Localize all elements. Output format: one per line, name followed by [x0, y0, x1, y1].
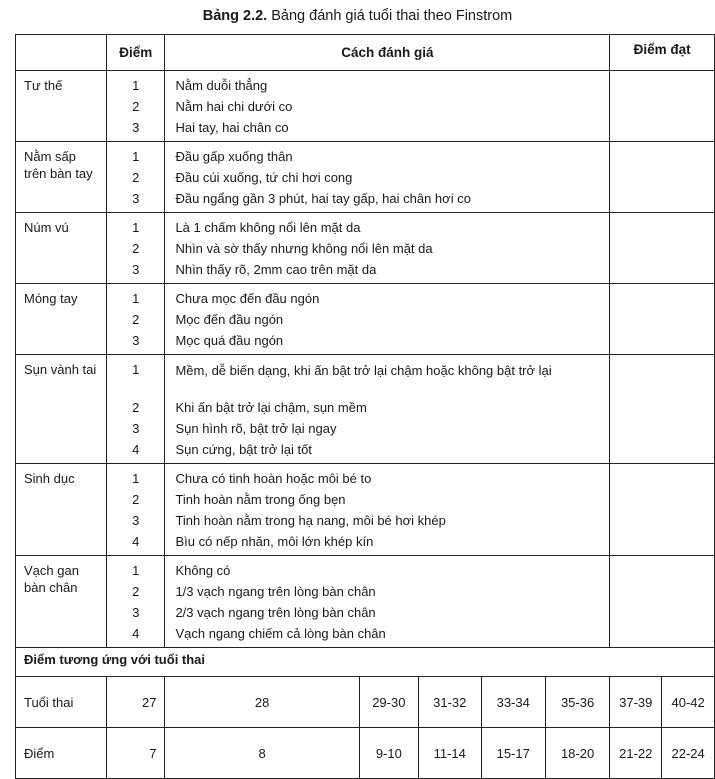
criterion-points [107, 71, 165, 142]
age-value: 40-42 [662, 677, 715, 728]
age-value: 35-36 [545, 677, 609, 728]
age-value: 37-39 [610, 677, 662, 728]
description-text: Mọc quá đầu ngón [175, 333, 284, 348]
point-value: 2 [132, 400, 140, 415]
point-value: 3 [132, 513, 140, 528]
finstrom-table [15, 34, 715, 779]
point-value: 3 [132, 191, 140, 206]
point-value: 1 [132, 471, 140, 486]
header-row [16, 35, 715, 71]
criterion-name: Nằm sấp trên bàn tay [16, 142, 107, 213]
criterion-points [107, 355, 165, 464]
age-value: 33-34 [481, 677, 545, 728]
description-text: Mọc đến đầu ngón [175, 312, 284, 327]
description-text: Không có [175, 563, 231, 578]
achieved-score-cell[interactable] [610, 284, 715, 355]
point-value: 1 [132, 563, 140, 578]
score-value: 15-17 [481, 728, 545, 779]
criterion-name: Móng tay [16, 284, 107, 355]
point-value: 4 [132, 534, 140, 549]
criterion-points [107, 213, 165, 284]
criterion-name: Núm vú [16, 213, 107, 284]
criterion-row [16, 213, 715, 284]
score-value: 9-10 [359, 728, 418, 779]
correspondence-heading-row [16, 648, 715, 677]
age-value: 31-32 [418, 677, 481, 728]
score-value: 22-24 [662, 728, 715, 779]
criterion-points [107, 556, 165, 648]
description-text: Tinh hoàn nằm trong ống bẹn [175, 492, 346, 507]
achieved-score-cell[interactable] [610, 464, 715, 556]
criterion-descriptions [165, 213, 610, 284]
point-value: 3 [132, 120, 140, 135]
criterion-row [16, 464, 715, 556]
criterion-row [16, 142, 715, 213]
description-text: Hai tay, hai chân co [175, 120, 289, 135]
criterion-row [16, 556, 715, 648]
score-value: 21-22 [610, 728, 662, 779]
description-text: Đầu ngẩng gần 3 phút, hai tay gấp, hai chân hơi co [175, 191, 471, 206]
age-value: 27 [107, 677, 165, 728]
achieved-score-cell[interactable] [610, 556, 715, 648]
criterion-descriptions [165, 142, 610, 213]
criterion-descriptions [165, 71, 610, 142]
point-value: 2 [132, 492, 140, 507]
description-text: Chưa có tinh hoàn hoặc môi bé to [175, 471, 372, 486]
correspondence-heading: Điểm tương ứng với tuổi thai [16, 648, 715, 677]
description-text: Nằm duỗi thẳng [175, 78, 268, 93]
description-text: 1/3 vạch ngang trên lòng bàn chân [175, 584, 376, 599]
point-value: 1 [132, 291, 140, 306]
criterion-points [107, 142, 165, 213]
point-value: 4 [132, 626, 140, 641]
criterion-points [107, 464, 165, 556]
description-text: Đầu cúi xuống, tứ chi hơi cong [175, 170, 353, 185]
point-value: 2 [132, 584, 140, 599]
criterion-name: Vạch gan bàn chân [16, 556, 107, 648]
point-value: 3 [132, 333, 140, 348]
description-text: Nhìn thấy rõ, 2mm cao trên mặt da [175, 262, 377, 277]
description-text: Nằm hai chi dưới co [175, 99, 293, 114]
description-text: Là 1 chấm không nổi lên mặt da [175, 220, 361, 235]
description-text: Bìu có nếp nhăn, môi lớn khép kín [175, 534, 374, 549]
criterion-name: Sinh dục [16, 464, 107, 556]
point-value: 2 [132, 241, 140, 256]
description-text: Mềm, dễ biến dạng, khi ấn bật trở lại chậm hoặc không bật trở lại [175, 363, 552, 378]
caption-text: Bảng đánh giá tuổi thai theo Finstrom [267, 8, 513, 24]
criterion-name: Tư thế [16, 71, 107, 142]
description-text: Sụn hình rõ, bật trở lại ngay [175, 421, 337, 436]
table-caption [0, 8, 715, 24]
criterion-row [16, 284, 715, 355]
age-label: Tuổi thai [16, 677, 107, 728]
caption-number: Bảng 2.2. [202, 8, 268, 24]
criterion-row [16, 71, 715, 142]
achieved-score-cell[interactable] [610, 355, 715, 464]
header-achieved: Điểm đạt [610, 35, 715, 71]
achieved-score-cell[interactable] [610, 71, 715, 142]
criterion-descriptions [165, 284, 610, 355]
header-method: Cách đánh giá [165, 35, 610, 71]
score-value: 11-14 [418, 728, 481, 779]
age-value: 28 [165, 677, 359, 728]
gestational-age-row [16, 677, 715, 728]
point-value: 3 [132, 262, 140, 277]
point-value: 2 [132, 99, 140, 114]
header-points: Điểm [107, 35, 165, 71]
age-value: 29-30 [359, 677, 418, 728]
score-row [16, 728, 715, 779]
score-value: 18-20 [545, 728, 609, 779]
criterion-descriptions [165, 556, 610, 648]
criterion-name: Sụn vành tai [16, 355, 107, 464]
score-value: 7 [107, 728, 165, 779]
description-text: Đầu gấp xuống thân [175, 149, 293, 164]
description-text: 2/3 vạch ngang trên lòng bàn chân [175, 605, 376, 620]
description-text: Vạch ngang chiếm cả lòng bàn chân [175, 626, 386, 641]
point-value: 1 [132, 362, 140, 377]
achieved-score-cell[interactable] [610, 213, 715, 284]
point-value: 1 [132, 149, 140, 164]
score-label: Điểm [16, 728, 107, 779]
point-value: 1 [132, 78, 140, 93]
description-text: Nhìn và sờ thấy nhưng không nổi lên mặt da [175, 241, 433, 256]
description-text: Khi ấn bật trở lại chậm, sụn mềm [175, 400, 367, 415]
criterion-descriptions [165, 464, 610, 556]
achieved-score-cell[interactable] [610, 142, 715, 213]
point-value: 2 [132, 312, 140, 327]
point-value: 1 [132, 220, 140, 235]
criterion-row [16, 355, 715, 464]
criterion-descriptions [165, 355, 610, 464]
point-value: 2 [132, 170, 140, 185]
criterion-points [107, 284, 165, 355]
criteria-body [16, 71, 715, 648]
point-value: 3 [132, 605, 140, 620]
description-text: Sụn cứng, bật trở lại tốt [175, 442, 312, 457]
point-value: 3 [132, 421, 140, 436]
header-criterion [16, 35, 107, 71]
description-text: Tinh hoàn nằm trong hạ nang, môi bé hơi khép [175, 513, 446, 528]
description-text: Chưa mọc đến đầu ngón [175, 291, 320, 306]
point-value: 4 [132, 442, 140, 457]
score-value: 8 [165, 728, 359, 779]
